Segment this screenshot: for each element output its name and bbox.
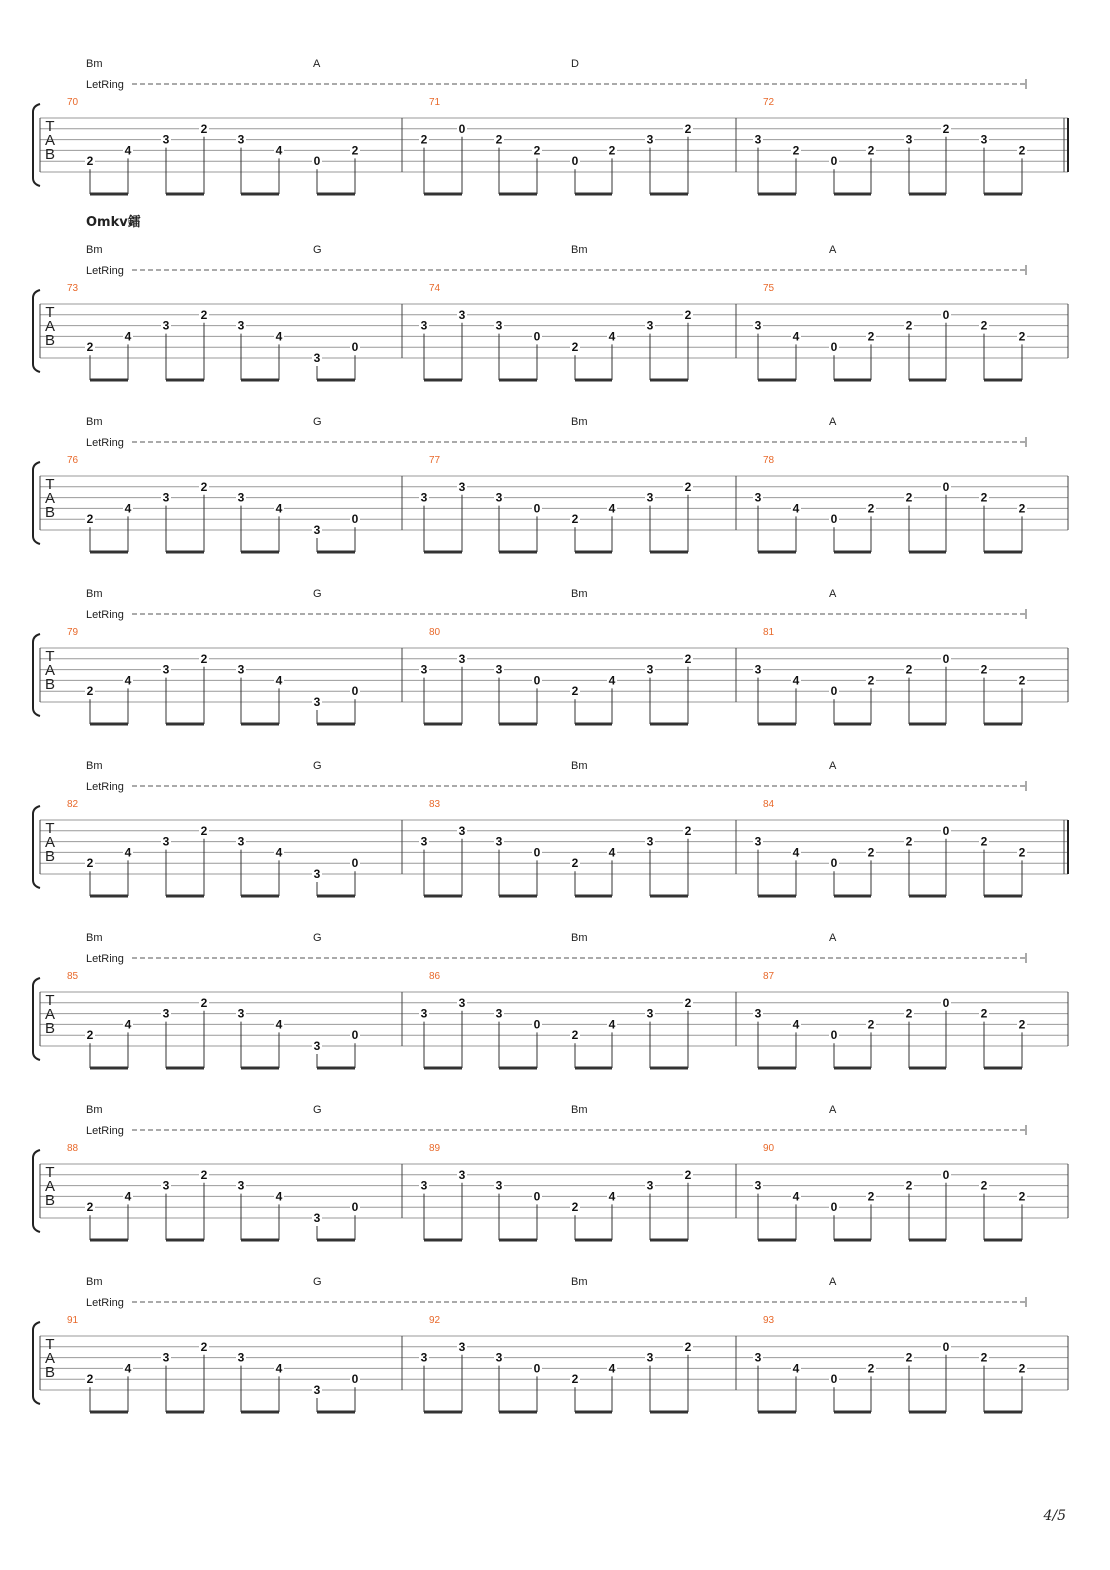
fret-number: 0: [830, 154, 838, 169]
fret-number: 0: [533, 329, 541, 344]
fret-number: 0: [458, 121, 466, 136]
tab-clef-letter: T: [45, 648, 55, 665]
bar-number: 78: [763, 455, 775, 466]
fret-number: 3: [162, 834, 170, 849]
tab-clef-letter: B: [44, 504, 56, 521]
bar-number: 81: [763, 627, 775, 638]
fret-number: 0: [533, 501, 541, 516]
fret-number: 2: [200, 479, 208, 494]
fret-number: 4: [275, 845, 283, 860]
fret-number: 3: [162, 1006, 170, 1021]
fret-number: 2: [980, 490, 988, 505]
fret-number: 2: [1018, 501, 1026, 516]
fret-number: 3: [162, 132, 170, 147]
fret-number: 2: [684, 1339, 692, 1354]
chord-name: A: [829, 760, 837, 772]
fret-number: 2: [1018, 673, 1026, 688]
fret-number: 2: [533, 143, 541, 158]
chord-name: D: [571, 58, 579, 70]
tab-clef-letter: A: [44, 490, 56, 507]
fret-number: 2: [980, 662, 988, 677]
fret-number: 2: [86, 684, 94, 699]
fret-number: 3: [313, 1039, 321, 1053]
fret-number: 2: [980, 1178, 988, 1193]
bar-number: 88: [67, 1143, 79, 1154]
fret-number: 4: [608, 329, 616, 344]
fret-number: 3: [754, 834, 762, 849]
fret-number: 2: [495, 132, 503, 147]
fret-number: 4: [608, 1361, 616, 1376]
chord-name: G: [313, 416, 322, 428]
letring-label: LetRing: [86, 1297, 124, 1309]
bar-number: 92: [429, 1315, 441, 1326]
chord-name: A: [829, 416, 837, 428]
fret-number: 0: [351, 1372, 359, 1387]
bar-number: 70: [67, 97, 79, 108]
fret-number: 0: [533, 845, 541, 860]
chord-name: A: [313, 58, 321, 70]
bar-number: 77: [429, 455, 441, 466]
tab-clef-letter: T: [45, 1336, 55, 1353]
fret-number: 3: [646, 490, 654, 505]
tab-clef-letter: A: [44, 132, 56, 149]
chord-name: Bm: [571, 244, 588, 256]
bar-number: 91: [67, 1315, 79, 1326]
fret-number: 2: [86, 512, 94, 527]
fret-number: 2: [942, 121, 950, 136]
fret-number: 4: [792, 1189, 800, 1204]
fret-number: 2: [200, 1339, 208, 1354]
fret-number: 2: [420, 132, 428, 147]
fret-number: 2: [86, 340, 94, 355]
fret-number: 4: [124, 1361, 132, 1376]
fret-number: 3: [313, 351, 321, 365]
fret-number: 4: [124, 329, 132, 344]
fret-number: 0: [942, 651, 950, 666]
tab-clef-letter: T: [45, 992, 55, 1009]
fret-number: 0: [942, 479, 950, 494]
letring-label: LetRing: [86, 79, 124, 91]
fret-number: 3: [237, 1350, 245, 1365]
fret-number: 2: [867, 1017, 875, 1032]
fret-number: 3: [495, 318, 503, 333]
letring-label: LetRing: [86, 265, 124, 277]
chord-name: Bm: [86, 1276, 103, 1288]
fret-number: 2: [867, 329, 875, 344]
fret-number: 4: [275, 143, 283, 158]
fret-number: 2: [867, 1189, 875, 1204]
bar-number: 87: [763, 971, 775, 982]
fret-number: 0: [942, 307, 950, 322]
fret-number: 3: [458, 1339, 466, 1354]
fret-number: 2: [905, 1178, 913, 1193]
fret-number: 2: [200, 651, 208, 666]
fret-number: 4: [608, 673, 616, 688]
fret-number: 3: [646, 662, 654, 677]
fret-number: 3: [162, 1178, 170, 1193]
fret-number: 3: [420, 318, 428, 333]
tab-clef-letter: A: [44, 318, 56, 335]
fret-number: 4: [792, 501, 800, 516]
fret-number: 4: [124, 501, 132, 516]
tab-clef-letter: B: [44, 1192, 56, 1209]
fret-number: 3: [458, 651, 466, 666]
chord-name: G: [313, 1276, 322, 1288]
fret-number: 4: [275, 329, 283, 344]
fret-number: 2: [867, 1361, 875, 1376]
page-number: 4/5: [1043, 1508, 1066, 1524]
chord-name: G: [313, 932, 322, 944]
fret-number: 2: [905, 1006, 913, 1021]
bar-number: 71: [429, 97, 441, 108]
fret-number: 2: [351, 143, 359, 158]
bar-number: 90: [763, 1143, 775, 1154]
fret-number: 0: [830, 512, 838, 527]
fret-number: 3: [646, 1006, 654, 1021]
fret-number: 4: [792, 1017, 800, 1032]
fret-number: 3: [646, 132, 654, 147]
system-bracket: [33, 462, 40, 544]
chord-name: A: [829, 244, 837, 256]
bar-number: 72: [763, 97, 775, 108]
fret-number: 0: [351, 684, 359, 699]
fret-number: 3: [458, 823, 466, 838]
fret-number: 3: [420, 834, 428, 849]
section-label: Omkv鐳: [86, 215, 141, 230]
bar-number: 85: [67, 971, 79, 982]
chord-name: A: [829, 932, 837, 944]
fret-number: 3: [754, 490, 762, 505]
fret-number: 3: [313, 867, 321, 881]
fret-number: 3: [237, 834, 245, 849]
fret-number: 3: [495, 1350, 503, 1365]
fret-number: 3: [458, 995, 466, 1010]
fret-number: 0: [533, 1017, 541, 1032]
fret-number: 2: [684, 479, 692, 494]
fret-number: 0: [830, 1200, 838, 1215]
fret-number: 3: [420, 1006, 428, 1021]
fret-number: 3: [495, 834, 503, 849]
fret-number: 3: [237, 662, 245, 677]
fret-number: 2: [571, 1028, 579, 1043]
chord-name: G: [313, 1104, 322, 1116]
letring-label: LetRing: [86, 953, 124, 965]
fret-number: 2: [684, 307, 692, 322]
tab-clef-letter: A: [44, 1178, 56, 1195]
chord-name: Bm: [86, 58, 103, 70]
fret-number: 2: [200, 121, 208, 136]
fret-number: 3: [237, 318, 245, 333]
letring-label: LetRing: [86, 781, 124, 793]
fret-number: 4: [124, 673, 132, 688]
fret-number: 2: [1018, 1189, 1026, 1204]
fret-number: 0: [942, 1167, 950, 1182]
fret-number: 0: [313, 154, 321, 169]
fret-number: 4: [124, 1189, 132, 1204]
fret-number: 2: [980, 1350, 988, 1365]
chord-name: A: [829, 588, 837, 600]
fret-number: 4: [124, 845, 132, 860]
chord-name: Bm: [86, 760, 103, 772]
fret-number: 2: [571, 1200, 579, 1215]
fret-number: 3: [237, 132, 245, 147]
fret-number: 3: [495, 662, 503, 677]
chord-name: Bm: [86, 932, 103, 944]
letring-label: LetRing: [86, 609, 124, 621]
chord-name: Bm: [86, 416, 103, 428]
bar-number: 79: [67, 627, 79, 638]
tab-clef-letter: T: [45, 820, 55, 837]
fret-number: 0: [830, 1028, 838, 1043]
fret-number: 2: [980, 834, 988, 849]
chord-name: G: [313, 244, 322, 256]
tab-clef-letter: B: [44, 332, 56, 349]
fret-number: 2: [200, 1167, 208, 1182]
fret-number: 2: [571, 684, 579, 699]
letring-label: LetRing: [86, 437, 124, 449]
system-bracket: [33, 634, 40, 716]
chord-name: Bm: [571, 1104, 588, 1116]
fret-number: 2: [684, 823, 692, 838]
fret-number: 3: [313, 1383, 321, 1397]
system-bracket: [33, 1150, 40, 1232]
letring-label: LetRing: [86, 1125, 124, 1137]
fret-number: 4: [275, 1017, 283, 1032]
tab-clef-letter: A: [44, 662, 56, 679]
bar-number: 76: [67, 455, 79, 466]
chord-name: Bm: [86, 588, 103, 600]
fret-number: 3: [458, 479, 466, 494]
fret-number: 2: [1018, 329, 1026, 344]
fret-number: 3: [420, 490, 428, 505]
tab-clef-letter: B: [44, 1020, 56, 1037]
fret-number: 2: [86, 1028, 94, 1043]
fret-number: 3: [313, 523, 321, 537]
system-bracket: [33, 978, 40, 1060]
bar-number: 74: [429, 283, 441, 294]
fret-number: 0: [533, 1189, 541, 1204]
chord-name: A: [829, 1276, 837, 1288]
fret-number: 3: [420, 662, 428, 677]
tab-clef-letter: B: [44, 1364, 56, 1381]
fret-number: 4: [275, 1361, 283, 1376]
bar-number: 75: [763, 283, 775, 294]
chord-name: Bm: [571, 1276, 588, 1288]
fret-number: 0: [351, 1200, 359, 1215]
fret-number: 2: [684, 1167, 692, 1182]
fret-number: 2: [86, 154, 94, 169]
fret-number: 0: [533, 1361, 541, 1376]
tab-clef-letter: T: [45, 476, 55, 493]
fret-number: 2: [980, 318, 988, 333]
chord-name: Bm: [86, 1104, 103, 1116]
fret-number: 3: [754, 662, 762, 677]
fret-number: 2: [867, 501, 875, 516]
fret-number: 2: [867, 143, 875, 158]
bar-number: 84: [763, 799, 775, 810]
fret-number: 4: [124, 1017, 132, 1032]
fret-number: 0: [942, 823, 950, 838]
fret-number: 0: [942, 1339, 950, 1354]
chord-name: A: [829, 1104, 837, 1116]
fret-number: 3: [237, 490, 245, 505]
fret-number: 2: [571, 1372, 579, 1387]
fret-number: 2: [200, 307, 208, 322]
chord-name: Bm: [571, 588, 588, 600]
fret-number: 2: [1018, 1361, 1026, 1376]
chord-name: Bm: [571, 416, 588, 428]
system-bracket: [33, 290, 40, 372]
fret-number: 2: [867, 673, 875, 688]
chord-name: G: [313, 588, 322, 600]
fret-number: 3: [420, 1350, 428, 1365]
system-bracket: [33, 806, 40, 888]
fret-number: 2: [86, 1372, 94, 1387]
fret-number: 0: [830, 684, 838, 699]
fret-number: 0: [351, 512, 359, 527]
bar-number: 73: [67, 283, 79, 294]
fret-number: 4: [792, 845, 800, 860]
bar-number: 82: [67, 799, 79, 810]
bar-number: 83: [429, 799, 441, 810]
fret-number: 4: [792, 673, 800, 688]
fret-number: 2: [1018, 1017, 1026, 1032]
fret-number: 2: [905, 318, 913, 333]
bar-number: 89: [429, 1143, 441, 1154]
fret-number: 0: [942, 995, 950, 1010]
fret-number: 3: [646, 1178, 654, 1193]
fret-number: 2: [571, 512, 579, 527]
fret-number: 2: [86, 1200, 94, 1215]
fret-number: 3: [458, 307, 466, 322]
fret-number: 4: [608, 845, 616, 860]
fret-number: 3: [313, 1211, 321, 1225]
fret-number: 2: [200, 823, 208, 838]
fret-number: 0: [351, 1028, 359, 1043]
fret-number: 4: [124, 143, 132, 158]
system-bracket: [33, 1322, 40, 1404]
chord-name: G: [313, 760, 322, 772]
fret-number: 2: [867, 845, 875, 860]
fret-number: 2: [684, 651, 692, 666]
fret-number: 2: [684, 121, 692, 136]
fret-number: 4: [608, 1189, 616, 1204]
tab-clef-letter: A: [44, 1350, 56, 1367]
fret-number: 2: [905, 1350, 913, 1365]
fret-number: 4: [608, 1017, 616, 1032]
fret-number: 3: [495, 490, 503, 505]
fret-number: 2: [1018, 845, 1026, 860]
fret-number: 0: [830, 1372, 838, 1387]
fret-number: 3: [754, 1350, 762, 1365]
fret-number: 2: [86, 856, 94, 871]
fret-number: 2: [571, 856, 579, 871]
fret-number: 4: [275, 1189, 283, 1204]
tab-clef-letter: T: [45, 118, 55, 135]
fret-number: 2: [200, 995, 208, 1010]
fret-number: 3: [980, 132, 988, 147]
fret-number: 4: [608, 501, 616, 516]
tab-clef-letter: T: [45, 304, 55, 321]
fret-number: 2: [905, 662, 913, 677]
fret-number: 3: [905, 132, 913, 147]
fret-number: 3: [162, 318, 170, 333]
fret-number: 3: [754, 132, 762, 147]
chord-name: Bm: [571, 932, 588, 944]
tab-clef-letter: B: [44, 848, 56, 865]
fret-number: 4: [792, 329, 800, 344]
fret-number: 3: [646, 1350, 654, 1365]
chord-name: Bm: [571, 760, 588, 772]
bar-number: 80: [429, 627, 441, 638]
tab-clef-letter: A: [44, 834, 56, 851]
fret-number: 0: [830, 340, 838, 355]
fret-number: 3: [495, 1006, 503, 1021]
fret-number: 3: [754, 1006, 762, 1021]
fret-number: 2: [905, 490, 913, 505]
fret-number: 2: [980, 1006, 988, 1021]
fret-number: 0: [830, 856, 838, 871]
bar-number: 86: [429, 971, 441, 982]
fret-number: 3: [495, 1178, 503, 1193]
fret-number: 2: [571, 340, 579, 355]
tab-clef-letter: B: [44, 146, 56, 163]
tab-clef-letter: A: [44, 1006, 56, 1023]
chord-name: Bm: [86, 244, 103, 256]
fret-number: 3: [162, 662, 170, 677]
fret-number: 4: [275, 673, 283, 688]
fret-number: 3: [754, 1178, 762, 1193]
fret-number: 2: [1018, 143, 1026, 158]
fret-number: 3: [646, 834, 654, 849]
fret-number: 3: [754, 318, 762, 333]
fret-number: 0: [351, 340, 359, 355]
tab-clef-letter: T: [45, 1164, 55, 1181]
fret-number: 3: [237, 1006, 245, 1021]
fret-number: 2: [684, 995, 692, 1010]
fret-number: 3: [420, 1178, 428, 1193]
fret-number: 0: [533, 673, 541, 688]
fret-number: 0: [571, 154, 579, 169]
fret-number: 3: [313, 695, 321, 709]
fret-number: 0: [351, 856, 359, 871]
system-bracket: [33, 104, 40, 186]
bar-number: 93: [763, 1315, 775, 1326]
fret-number: 3: [646, 318, 654, 333]
fret-number: 2: [792, 143, 800, 158]
fret-number: 3: [162, 490, 170, 505]
tab-clef-letter: B: [44, 676, 56, 693]
fret-number: 4: [792, 1361, 800, 1376]
fret-number: 2: [608, 143, 616, 158]
fret-number: 2: [905, 834, 913, 849]
fret-number: 3: [162, 1350, 170, 1365]
fret-number: 3: [237, 1178, 245, 1193]
fret-number: 3: [458, 1167, 466, 1182]
fret-number: 4: [275, 501, 283, 516]
